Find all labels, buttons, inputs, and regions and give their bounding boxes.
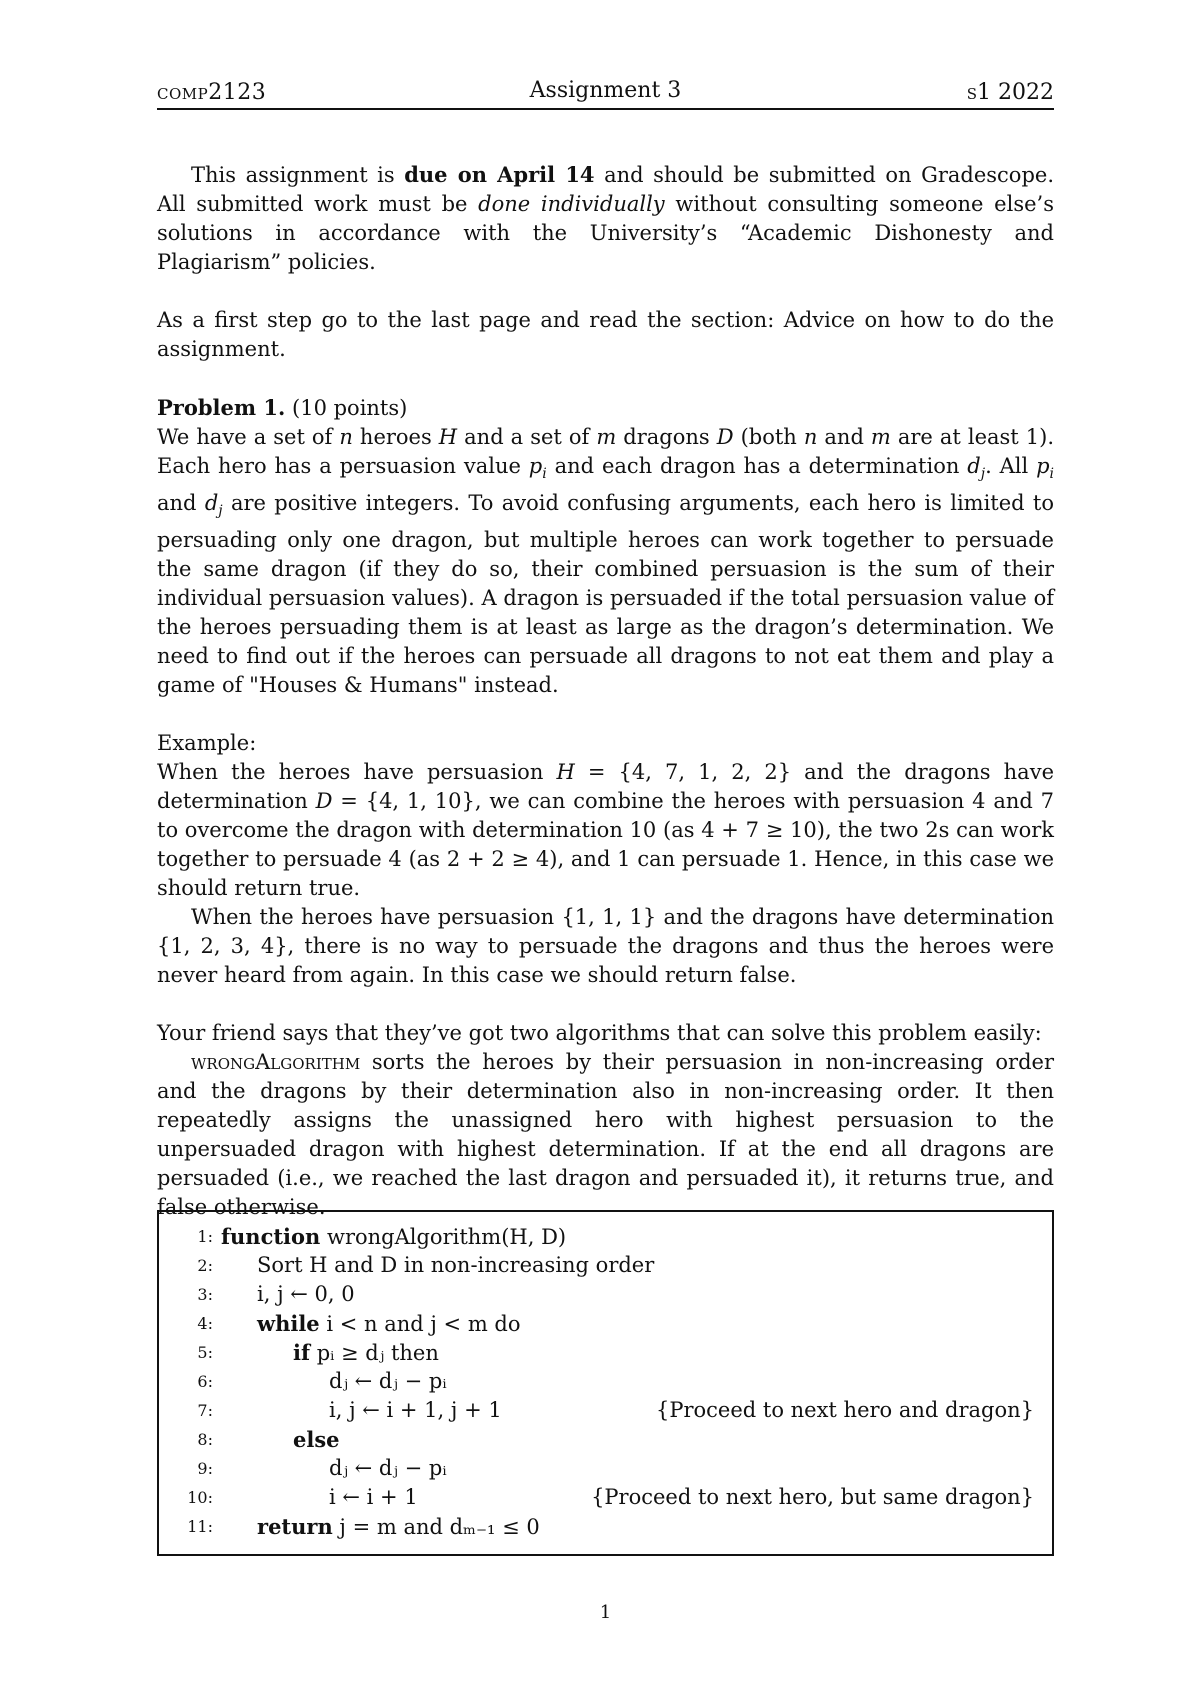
course-code: comp2123	[157, 80, 267, 105]
code-text: i, j ← 0, 0	[257, 1282, 355, 1306]
intro-paragraph	[157, 160, 1054, 277]
code-text: return j = m and dₘ₋₁ ≤ 0	[257, 1514, 540, 1539]
individual-emphasis: done individually	[478, 192, 665, 216]
line-number: 2:	[197, 1256, 213, 1275]
intro-text-b: and should be submitted on Gradescope. All submitted work must be	[157, 163, 1054, 216]
intro-text-a: This assignment is	[191, 163, 405, 187]
problem-heading	[157, 393, 1054, 423]
algorithm-line	[159, 1425, 1052, 1454]
code-text: dⱼ ← dⱼ − pᵢ	[329, 1369, 447, 1393]
code-text: i, j ← i + 1, j + 1	[329, 1398, 502, 1422]
algorithm-line	[159, 1367, 1052, 1396]
line-number: 5:	[197, 1343, 213, 1362]
line-number: 4:	[197, 1314, 213, 1333]
semester: s1 2022	[966, 80, 1054, 105]
algorithm-box	[157, 1210, 1054, 1556]
algorithm-line	[159, 1512, 1052, 1541]
code-text: while i < n and j < m do	[257, 1311, 521, 1336]
example-1: When the heroes have persuasion H = {4, 7, 1, 2, 2} and the dragons have determination D = {4, 1, 10}, we can combine the heroes with persuasion 4 and 7 to overcome the dragon with determination 10 (as 4 + 7 ≥ 10), the two 2s can work together to persuade 4 (as 2 + 2 ≥ 4), and 1 can persuade 1. Hence, in this case we should return true.	[157, 760, 1054, 901]
line-number: 3:	[197, 1285, 213, 1304]
line-number: 1:	[197, 1227, 213, 1246]
line-number: 6:	[197, 1372, 213, 1391]
code-text: else	[293, 1427, 340, 1452]
page-number: 1	[599, 1602, 612, 1623]
problem-title: Problem 1.	[157, 395, 286, 420]
line-number: 8:	[197, 1430, 213, 1449]
document-body	[157, 160, 1054, 1222]
example-label: Example:	[157, 731, 257, 756]
code-text: function wrongAlgorithm(H, D)	[221, 1224, 567, 1249]
algorithm-line	[159, 1309, 1052, 1338]
document-title: Assignment 3	[529, 78, 682, 103]
line-number: 9:	[197, 1459, 213, 1478]
line-number: 11:	[187, 1517, 213, 1536]
algorithm-name: wrongAlgorithm	[191, 1050, 361, 1075]
code-text: i ← i + 1	[329, 1485, 418, 1509]
problem-points: (10 points)	[285, 396, 408, 420]
algorithm-line	[159, 1222, 1052, 1251]
line-number: 10:	[187, 1488, 213, 1507]
algorithm-line	[159, 1396, 1052, 1425]
code-text: dⱼ ← dⱼ − pᵢ	[329, 1456, 447, 1480]
algorithm-line	[159, 1454, 1052, 1483]
algorithm-description: wrongAlgorithm sorts the heroes by their persuasion in non-increasing order and the dragons by their determination also in non-increasing order. It then repeatedly assigns the unassigned hero with highest persuasion to the unpersuaded dragon with highest determination. If at the end all dragons are persuaded (i.e., we reached the last dragon and persuaded it), it returns true, and false otherwise.	[157, 1050, 1054, 1220]
algorithm-line	[159, 1338, 1052, 1367]
code-text: if pᵢ ≥ dⱼ then	[293, 1340, 439, 1365]
problem-statement: We have a set of n heroes H and a set of m dragons D (both n and m are at least 1). Each hero has a persuasion value $p_i$ and each dragon has a determination $d_j$. All $p_i$ and $d_j$ are positive integers. To avoid confusing arguments, each hero is limited to persuading only one dragon, but multiple heroes can work together to persuade the same dragon (if they do so, their combined persuasion is the sum of their individual persuasion values). A dragon is persuaded if the total persuasion value of the heroes persuading them is at least as large as the dragon’s determination. We need to find out if the heroes can persuade all dragons to not eat them and play a game of "Houses & Humans" instead.	[157, 425, 1055, 698]
due-date: due on April 14	[404, 162, 595, 187]
algorithm-line	[159, 1251, 1052, 1280]
code-comment: {Proceed to next hero and dragon}	[655, 1398, 1034, 1422]
code-comment: {Proceed to next hero, but same dragon}	[591, 1485, 1034, 1509]
advice-paragraph: As a first step go to the last page and read the section: Advice on how to do the assignment.	[157, 308, 1054, 361]
algorithm-line	[159, 1280, 1052, 1309]
friend-intro: Your friend says that they’ve got two algorithms that can solve this problem easily:	[157, 1021, 1042, 1046]
code-text: Sort H and D in non-increasing order	[257, 1253, 655, 1277]
line-number: 7:	[197, 1401, 213, 1420]
intro-text-c: without consulting someone else’s solutions in accordance with the University’s “Academic Dishonesty and Plagiarism” policies.	[157, 192, 1054, 274]
example-2: When the heroes have persuasion {1, 1, 1} and the dragons have determination {1, 2, 3, 4}, there is no way to persuade the dragons and thus the heroes were never heard from again. In this case we should return false.	[157, 905, 1054, 988]
page-header	[157, 78, 1054, 110]
algorithm-line	[159, 1483, 1052, 1512]
